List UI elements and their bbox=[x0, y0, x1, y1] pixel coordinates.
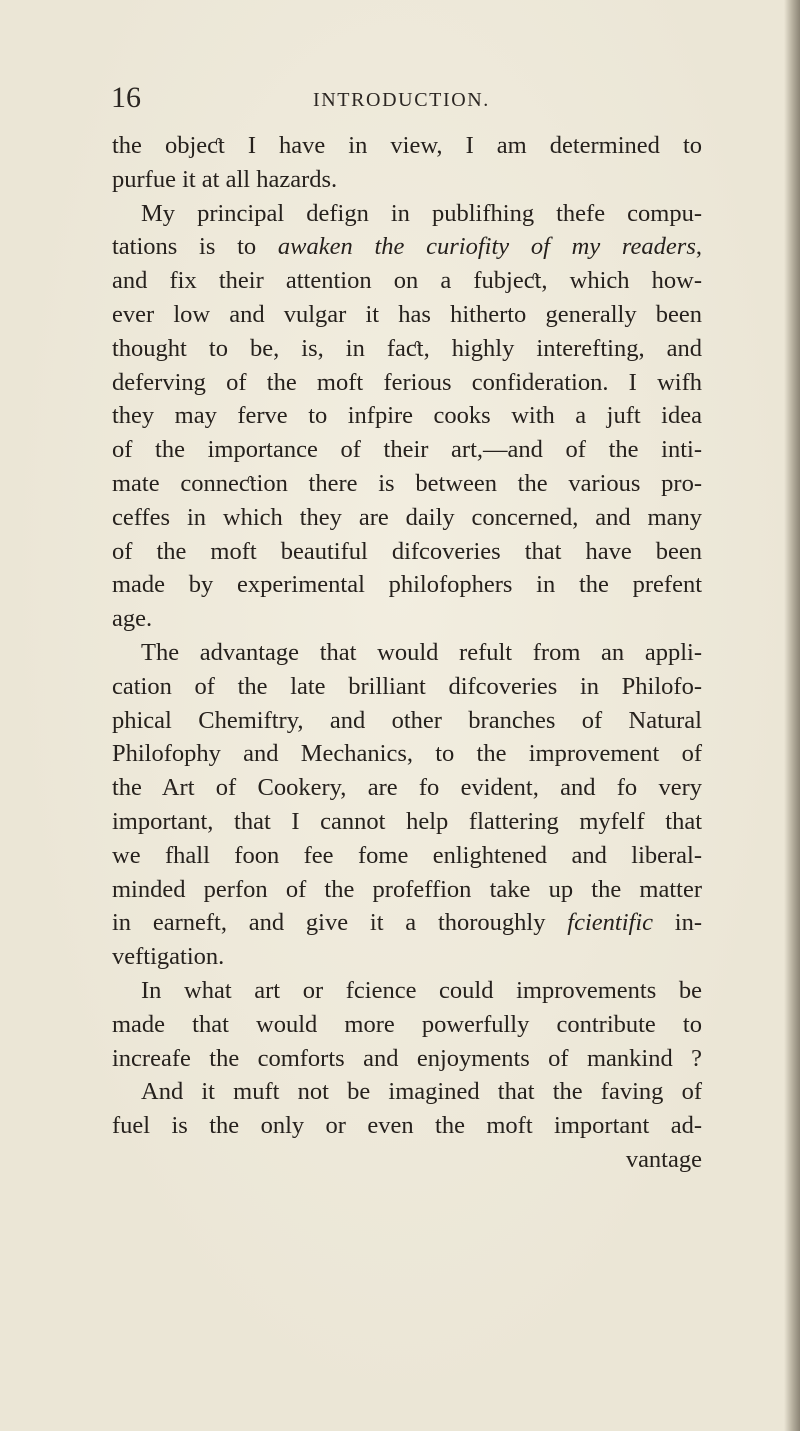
text-line: of the importance of their art,—and of the inti- bbox=[112, 436, 702, 464]
paragraph-start-line: And it muft not be imagined that the faving of bbox=[141, 1078, 702, 1106]
text-line: fuel is the only or even the moft important ad- bbox=[112, 1112, 702, 1140]
text-line: mate conneƈtion there is between the various pro- bbox=[112, 469, 702, 497]
text-line: minded perfon of the profeffion take up the matter bbox=[112, 875, 702, 903]
italic-phrase: awaken the curiofity of my readers bbox=[277, 233, 696, 261]
page-number: 16 bbox=[111, 81, 141, 114]
text-line: of the moft beautiful difcoveries that have been bbox=[112, 537, 702, 565]
text-line: they may ferve to infpire cooks with a juft idea bbox=[112, 402, 702, 430]
text-line: veftigation. bbox=[112, 943, 225, 971]
text-line: purfue it at all hazards. bbox=[112, 165, 338, 193]
italic-word: fcientific bbox=[567, 909, 653, 937]
text-line: made that would more powerfully contribute to bbox=[112, 1010, 702, 1038]
text-line: the objeƈt I have in view, I am determined to bbox=[112, 132, 702, 159]
page-edge-shadow bbox=[784, 0, 800, 1431]
text-line: we fhall foon fee fome enlightened and liberal- bbox=[112, 841, 702, 869]
text-line: the Art of Cookery, are fo evident, and fo very bbox=[112, 774, 702, 802]
paragraph-start-line: The advantage that would refult from an appli- bbox=[141, 638, 702, 666]
body-text bbox=[112, 129, 702, 1177]
running-head bbox=[0, 78, 800, 118]
text-line: and fix their attention on a fubjeƈt, which how- bbox=[112, 267, 702, 295]
paragraph-start-line: My principal defign in publifhing thefe compu- bbox=[141, 199, 702, 227]
text-line: made by experimental philofophers in the prefent bbox=[112, 571, 702, 599]
text-line: Philofophy and Mechanics, to the improvement of bbox=[112, 740, 702, 768]
text-line: important, that I cannot help flattering myfelf that bbox=[112, 807, 702, 835]
text-line: cation of the late brilliant difcoveries in Philofo- bbox=[112, 672, 702, 700]
running-title: INTRODUCTION. bbox=[313, 89, 490, 111]
text-line: tations is to awaken the curiofity of my readers, bbox=[112, 233, 702, 261]
catchword: vantage bbox=[625, 1145, 702, 1173]
text-line: ever low and vulgar it has hitherto generally been bbox=[112, 300, 702, 328]
text-line: increafe the comforts and enjoyments of mankind ? bbox=[112, 1044, 702, 1072]
text-line: phical Chemiftry, and other branches of Natural bbox=[112, 706, 702, 734]
text-line: in earneft, and give it a thoroughly fcientific in- bbox=[112, 909, 703, 937]
text-line: age. bbox=[112, 605, 153, 633]
text-line: thought to be, is, in faƈt, highly interefting, and bbox=[112, 334, 702, 362]
text-line: ceffes in which they are daily concerned, and many bbox=[112, 503, 702, 531]
paragraph-start-line: In what art or fcience could improvements be bbox=[141, 976, 702, 1004]
text-line: deferving of the moft ferious confideration. I wifh bbox=[112, 368, 702, 396]
